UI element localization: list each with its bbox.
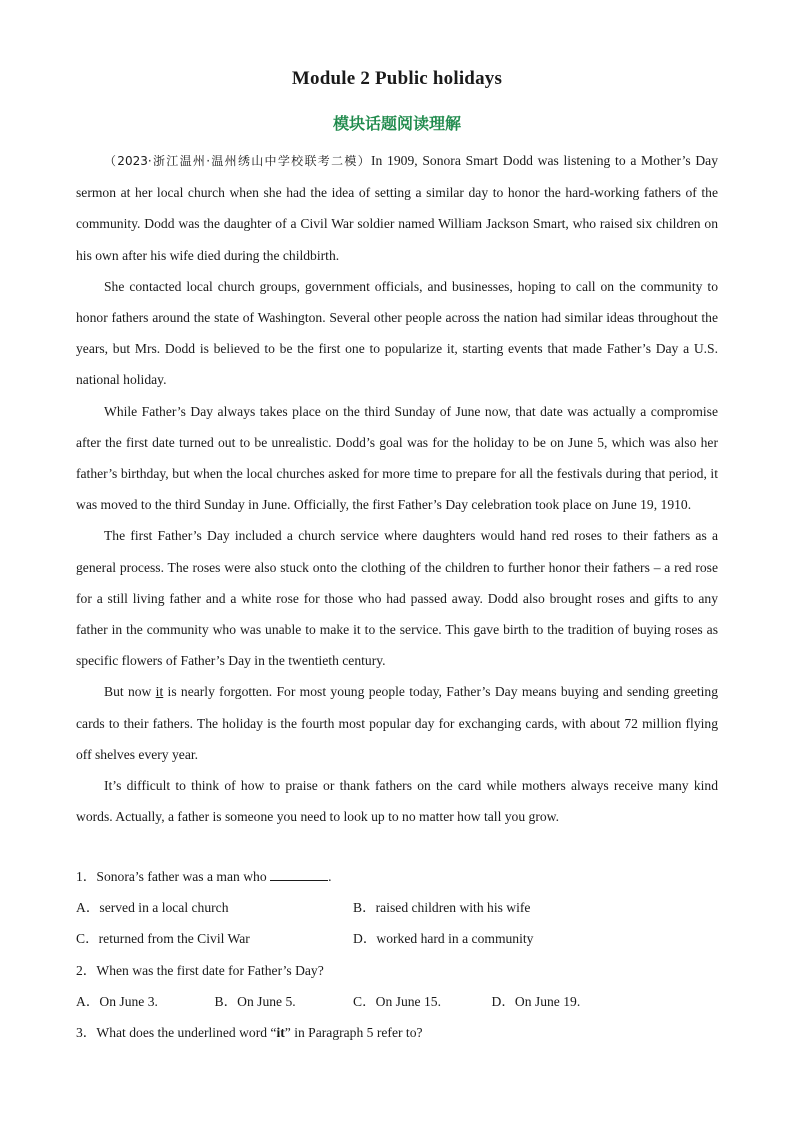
option-b[interactable]: B．On June 5. <box>214 993 296 1009</box>
reading-passage <box>76 145 718 832</box>
paragraph-2: She contacted local church groups, government officials, and businesses, hoping to call on the community to honor fathers around the state of Washington. Several other people across the nation had similar ideas throughout the years, but Mrs. Dodd is believed to be the first one to popularize it, starting events that made Father’s Day a U.S. national holiday. <box>76 278 718 388</box>
option-b[interactable]: B．raised children with his wife <box>353 900 531 916</box>
question-1-options-row-2 <box>76 923 736 954</box>
question-3-keyword: it <box>276 1025 285 1041</box>
question-3 <box>76 1017 736 1048</box>
question-2: 2．When was the first date for Father’s Day? <box>76 962 324 978</box>
option-c[interactable]: C．On June 15. <box>353 993 441 1009</box>
question-2-options <box>76 986 736 1017</box>
option-d[interactable]: D．On June 19. <box>491 993 581 1009</box>
section-subtitle: 模块话题阅读理解 <box>332 114 461 133</box>
option-d[interactable]: D．worked hard in a community <box>353 931 534 947</box>
option-c[interactable]: C．returned from the Civil War <box>76 931 250 947</box>
paragraph-3: While Father’s Day always takes place on the third Sunday of June now, that date was actually a compromise after the first date turned out to be unrealistic. Dodd’s goal was for the holiday to be on June 5, which was also her father’s birthday, but when the local churches asked for more time to prepare for all the festivals during that period, it was moved to the third Sunday in June. Officially, the first Father’s Day celebration took place on June 19, 1910. <box>76 403 718 513</box>
paragraph-1-text: In 1909, Sonora Smart Dodd was listening to a Mother’s Day sermon at her local church when she had the idea of setting a similar day to honor the hard-working fathers of the community. Dodd was the daughter of a Civil War soldier named William Jackson Smart, who raised six children on his own after his wife died during the childbirth. <box>76 153 719 263</box>
question-3-stem-start: 3．What does the underlined word “ <box>76 1025 277 1041</box>
answer-blank <box>270 866 328 881</box>
question-1 <box>76 861 736 892</box>
paragraph-1 <box>76 145 718 271</box>
option-a[interactable]: A．served in a local church <box>76 900 229 916</box>
paragraph-5-start: But now <box>104 684 156 700</box>
question-1-end: . <box>328 869 332 884</box>
question-list <box>76 861 736 1048</box>
question-1-options-row-1 <box>76 892 736 923</box>
paragraph-4: The first Father’s Day included a church service where daughters would hand red roses to their fathers as a general process. The roses were also stuck onto the clothing of the children to further honor their fathers – a red rose for a still living father and a white rose for those who had passed away. Dodd also brought roses and gifts to any father in the community who was unable to make it to the service. This gave birth to the tradition of buying roses as specific flowers of Father’s Day in the twentieth century. <box>76 528 718 669</box>
question-3-stem-end: ” in Paragraph 5 refer to? <box>284 1025 423 1041</box>
source-citation: （2023·浙江温州·温州绣山中学校联考二模） <box>104 154 372 168</box>
page-title: Module 2 Public holidays <box>291 68 503 89</box>
underlined-word: it <box>155 684 164 700</box>
question-1-stem: 1．Sonora’s father was a man who <box>76 869 267 884</box>
paragraph-6: It’s difficult to think of how to praise or thank fathers on the card while mothers always receive many kind words. Actually, a father is someone you need to look up to no matter how tall you grow. <box>76 778 718 825</box>
paragraph-5-rest: is nearly forgotten. For most young people today, Father’s Day means buying and sending greeting cards to their fathers. The holiday is the fourth most popular day for exchanging cards, with about 72 million flying off shelves every year. <box>76 684 718 762</box>
option-a[interactable]: A．On June 3. <box>76 993 158 1009</box>
paragraph-5 <box>76 676 718 770</box>
